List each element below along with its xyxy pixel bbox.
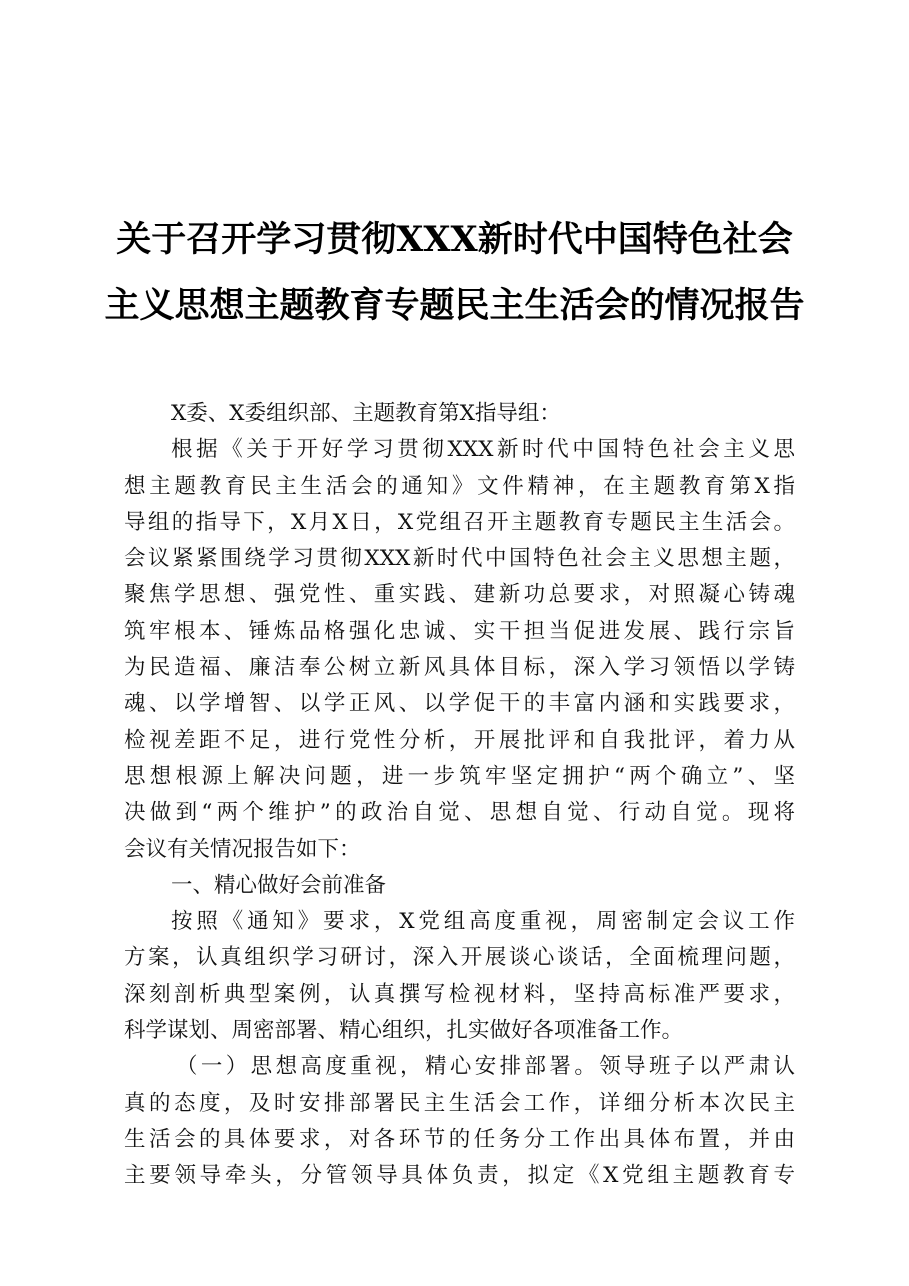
paragraph-line: 科学谋划、周密部署、精心组织，扎实做好各项准备工作。 xyxy=(124,1018,684,1044)
salutation: X委、X委组织部、主题教育第X指导组： xyxy=(171,401,561,426)
paragraph-line: 生活会的具体要求，对各环节的任务分工作出具体布置，并由 xyxy=(124,1126,795,1152)
paragraph-line: 会议有关情况报告如下： xyxy=(124,836,361,862)
subsection-line: （一）思想高度重视，精心安排部署。领导班子以严肃认 xyxy=(176,1054,795,1080)
paragraph-line: 思想根源上解决问题，进一步筑牢坚定拥护“两个确立”、坚 xyxy=(124,763,795,789)
paragraph-line: 导组的指导下，X月X日，X党组召开主题教育专题民主生活会。 xyxy=(124,509,795,535)
section-heading: 一、精心做好会前准备 xyxy=(171,872,387,898)
paragraph-line: 方案，认真组织学习研讨，深入开展谈心谈话，全面梳理问题， xyxy=(124,945,795,971)
document-title-line-1: 关于召开学习贯彻XXX新时代中国特色社会 xyxy=(116,219,793,260)
document-title-line-2: 主义思想主题教育专题民主生活会的情况报告 xyxy=(104,285,805,326)
paragraph-line: 决做到“两个维护”的政治自觉、思想自觉、行动自觉。现将 xyxy=(124,800,795,826)
paragraph-line: 筑牢根本、锤炼品格强化忠诚、实干担当促进发展、践行宗旨 xyxy=(124,618,795,644)
paragraph-line: 会议紧紧围绕学习贯彻XXX新时代中国特色社会主义思想主题， xyxy=(124,546,795,572)
paragraph-line: 魂、以学增智、以学正风、以学促干的丰富内涵和实践要求， xyxy=(124,691,795,717)
paragraph-line: 为民造福、廉洁奉公树立新风具体目标，深入学习领悟以学铸 xyxy=(124,655,795,681)
paragraph-line: 真的态度，及时安排部署民主生活会工作，详细分析本次民主 xyxy=(124,1090,795,1116)
document-body xyxy=(124,396,795,1195)
paragraph-line: 根据《关于开好学习贯彻XXX新时代中国特色社会主义思 xyxy=(171,437,795,463)
paragraph-line: 聚焦学思想、强党性、重实践、建新功总要求，对照凝心铸魂 xyxy=(124,582,795,608)
paragraph-line: 主要领导牵头，分管领导具体负责，拟定《X党组主题教育专 xyxy=(124,1163,795,1189)
paragraph-line: 深刻剖析典型案例，认真撰写检视材料，坚持高标准严要求， xyxy=(124,981,795,1007)
paragraph-line: 检视差距不足，进行党性分析，开展批评和自我批评，着力从 xyxy=(124,727,795,753)
paragraph-line: 想主题教育民主生活会的通知》文件精神，在主题教育第X指 xyxy=(124,473,795,499)
paragraph-line: 按照《通知》要求，X党组高度重视，周密制定会议工作 xyxy=(171,909,795,935)
